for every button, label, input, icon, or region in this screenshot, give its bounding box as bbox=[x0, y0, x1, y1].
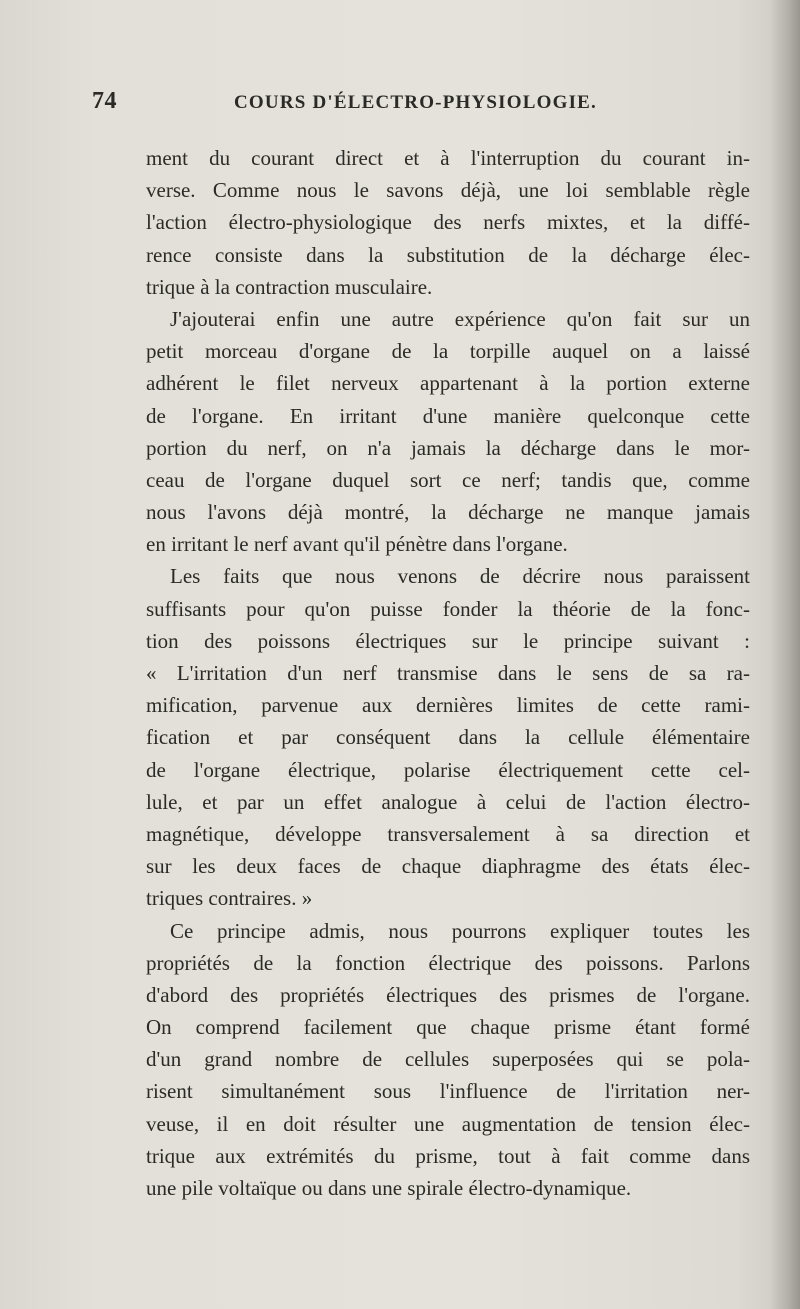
text-line: magnétique, développe transversalement à sa direction et bbox=[146, 821, 750, 846]
text-line: verse. Comme nous le savons déjà, une loi semblable règle bbox=[146, 178, 750, 203]
running-head: COURS D'ÉLECTRO-PHYSIOLOGIE. bbox=[234, 92, 597, 113]
text-line: portion du nerf, on n'a jamais la décharge dans le mor- bbox=[146, 435, 750, 460]
page-edge-shadow bbox=[770, 0, 800, 1309]
text-line: triques contraires. » bbox=[146, 886, 313, 911]
text-line: « L'irritation d'un nerf transmise dans le sens de sa ra- bbox=[146, 661, 750, 685]
text-line: fication et par conséquent dans la cellule élémentaire bbox=[146, 725, 750, 750]
text-line: petit morceau d'organe de la torpille auquel on a laissé bbox=[146, 339, 750, 364]
text-line: propriétés de la fonction électrique des poissons. Parlons bbox=[146, 950, 750, 975]
text-line: J'ajouterai enfin une autre expérience qu'on fait sur un bbox=[170, 306, 750, 331]
text-line: Les faits que nous venons de décrire nous paraissent bbox=[170, 564, 750, 589]
text-line: risent simultanément sous l'influence de l'irritation ner- bbox=[146, 1079, 750, 1104]
text-line: adhérent le filet nerveux appartenant à la portion externe bbox=[146, 371, 750, 396]
text-line: veuse, il en doit résulter une augmentation de tension élec- bbox=[146, 1111, 750, 1136]
text-line: ment du courant direct et à l'interruption du courant in- bbox=[146, 146, 750, 170]
text-line: tion des poissons électriques sur le principe suivant : bbox=[146, 628, 750, 653]
text-line: d'un grand nombre de cellules superposées qui se pola- bbox=[146, 1047, 750, 1072]
text-line: ceau de l'organe duquel sort ce nerf; tandis que, comme bbox=[146, 467, 750, 492]
text-line: sur les deux faces de chaque diaphragme des états élec- bbox=[146, 854, 750, 879]
page-number: 74 bbox=[92, 88, 117, 114]
body-text bbox=[146, 142, 750, 1204]
text-line: lule, et par un effet analogue à celui de l'action électro- bbox=[146, 789, 750, 814]
text-line: l'action électro-physiologique des nerfs mixtes, et la diffé- bbox=[146, 210, 750, 235]
text-line: une pile voltaïque ou dans une spirale électro-dynamique. bbox=[146, 1176, 632, 1200]
text-line: de l'organe électrique, polarise électriquement cette cel- bbox=[146, 757, 750, 782]
text-line: trique à la contraction musculaire. bbox=[146, 274, 433, 299]
text-line: mification, parvenue aux dernières limites de cette rami- bbox=[146, 693, 750, 718]
text-line: suffisants pour qu'on puisse fonder la théorie de la fonc- bbox=[146, 596, 750, 621]
text-line: d'abord des propriétés électriques des prismes de l'organe. bbox=[146, 982, 750, 1007]
text-line: On comprend facilement que chaque prisme étant formé bbox=[146, 1015, 750, 1040]
text-line: Ce principe admis, nous pourrons expliquer toutes les bbox=[170, 918, 750, 943]
text-line: en irritant le nerf avant qu'il pénètre dans l'organe. bbox=[146, 532, 568, 557]
text-line: trique aux extrémités du prisme, tout à fait comme dans bbox=[146, 1143, 750, 1168]
text-line: de l'organe. En irritant d'une manière quelconque cette bbox=[146, 403, 750, 428]
text-line: nous l'avons déjà montré, la décharge ne manque jamais bbox=[146, 500, 750, 525]
page-header bbox=[0, 88, 800, 128]
text-line: rence consiste dans la substitution de la décharge élec- bbox=[146, 242, 750, 267]
